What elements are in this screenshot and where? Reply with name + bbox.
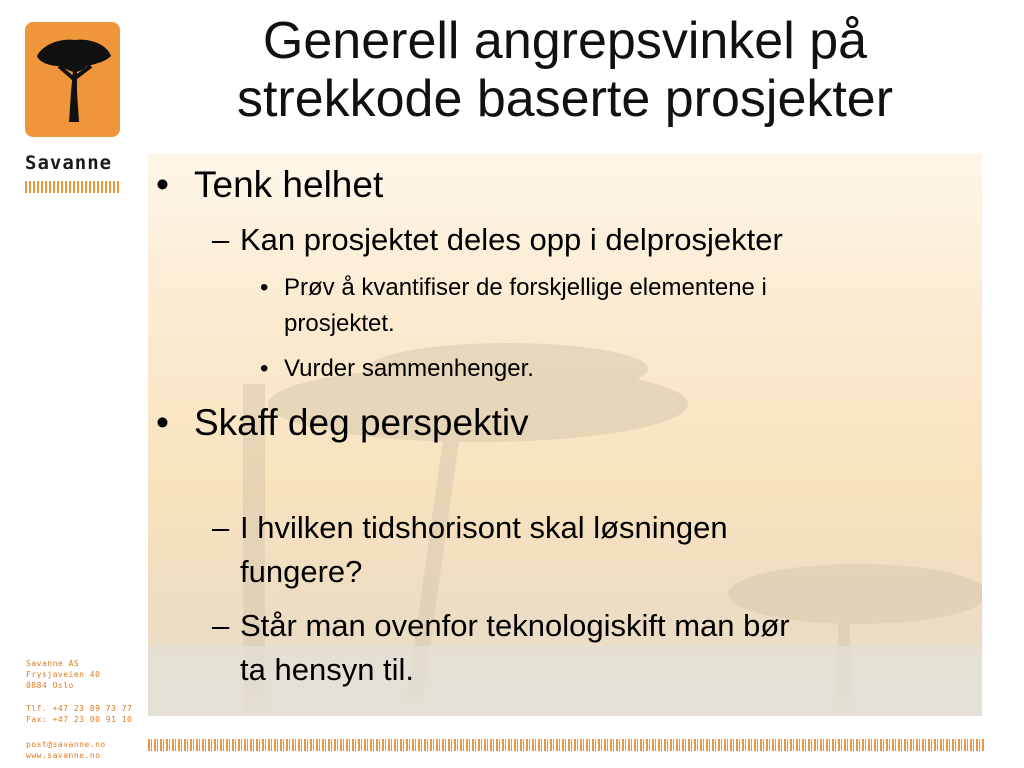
street-address: Frysjaveien 40 bbox=[26, 670, 101, 679]
bullet-text: Skaff deg perspektiv bbox=[194, 402, 529, 443]
sub-bullet-text: Står man ovenfor teknologiskift man bør bbox=[240, 608, 790, 643]
bullet-marker: • bbox=[156, 164, 169, 205]
slide-title-line-1: Generell angrepsvinkel på bbox=[262, 12, 868, 70]
company-name: Savanne AS bbox=[26, 659, 80, 668]
sub-sub-bullet-text: Prøv å kvantifiser de forskjellige elementene i bbox=[284, 274, 767, 301]
sub-bullet-text: fungere? bbox=[240, 554, 363, 589]
tree-icon bbox=[25, 22, 120, 137]
sub-bullet-marker: – bbox=[212, 510, 230, 545]
brand-name: Savanne bbox=[25, 152, 113, 174]
sub-sub-bullet-text: Vurder sammenhenger. bbox=[284, 355, 534, 382]
sub-sub-bullet-text: prosjektet. bbox=[284, 310, 395, 337]
sub-sub-bullet-marker: • bbox=[260, 274, 269, 301]
slide-title bbox=[150, 12, 980, 128]
contact-phone bbox=[26, 703, 132, 725]
slide-title-line-2: strekkode baserte prosjekter bbox=[236, 70, 894, 128]
brand-barcode-strip bbox=[25, 181, 120, 193]
contact-online bbox=[26, 739, 106, 761]
sub-bullet-marker: – bbox=[212, 222, 230, 257]
slide-body bbox=[148, 154, 982, 716]
website-address: www.savanne.no bbox=[26, 751, 101, 760]
bullet-text: Tenk helhet bbox=[194, 164, 384, 205]
fax-number: Fax: +47 23 00 91 10 bbox=[26, 715, 133, 724]
email-address: post@savanne.no bbox=[26, 740, 106, 749]
postal-address: 0884 Oslo bbox=[26, 681, 74, 690]
sub-bullet-text: ta hensyn til. bbox=[240, 652, 415, 687]
sub-bullet-marker: – bbox=[212, 608, 230, 643]
sub-bullet-text: Kan prosjektet deles opp i delprosjekter bbox=[240, 222, 783, 257]
savanne-logo bbox=[25, 22, 120, 137]
bullet-marker: • bbox=[156, 402, 169, 443]
contact-address bbox=[26, 658, 100, 691]
sub-sub-bullet-marker: • bbox=[260, 355, 269, 382]
sub-bullet-text: I hvilken tidshorisont skal løsningen bbox=[240, 510, 728, 545]
footer-barcode-strip bbox=[148, 739, 984, 751]
phone-number: Tlf. +47 23 89 73 77 bbox=[26, 704, 133, 713]
